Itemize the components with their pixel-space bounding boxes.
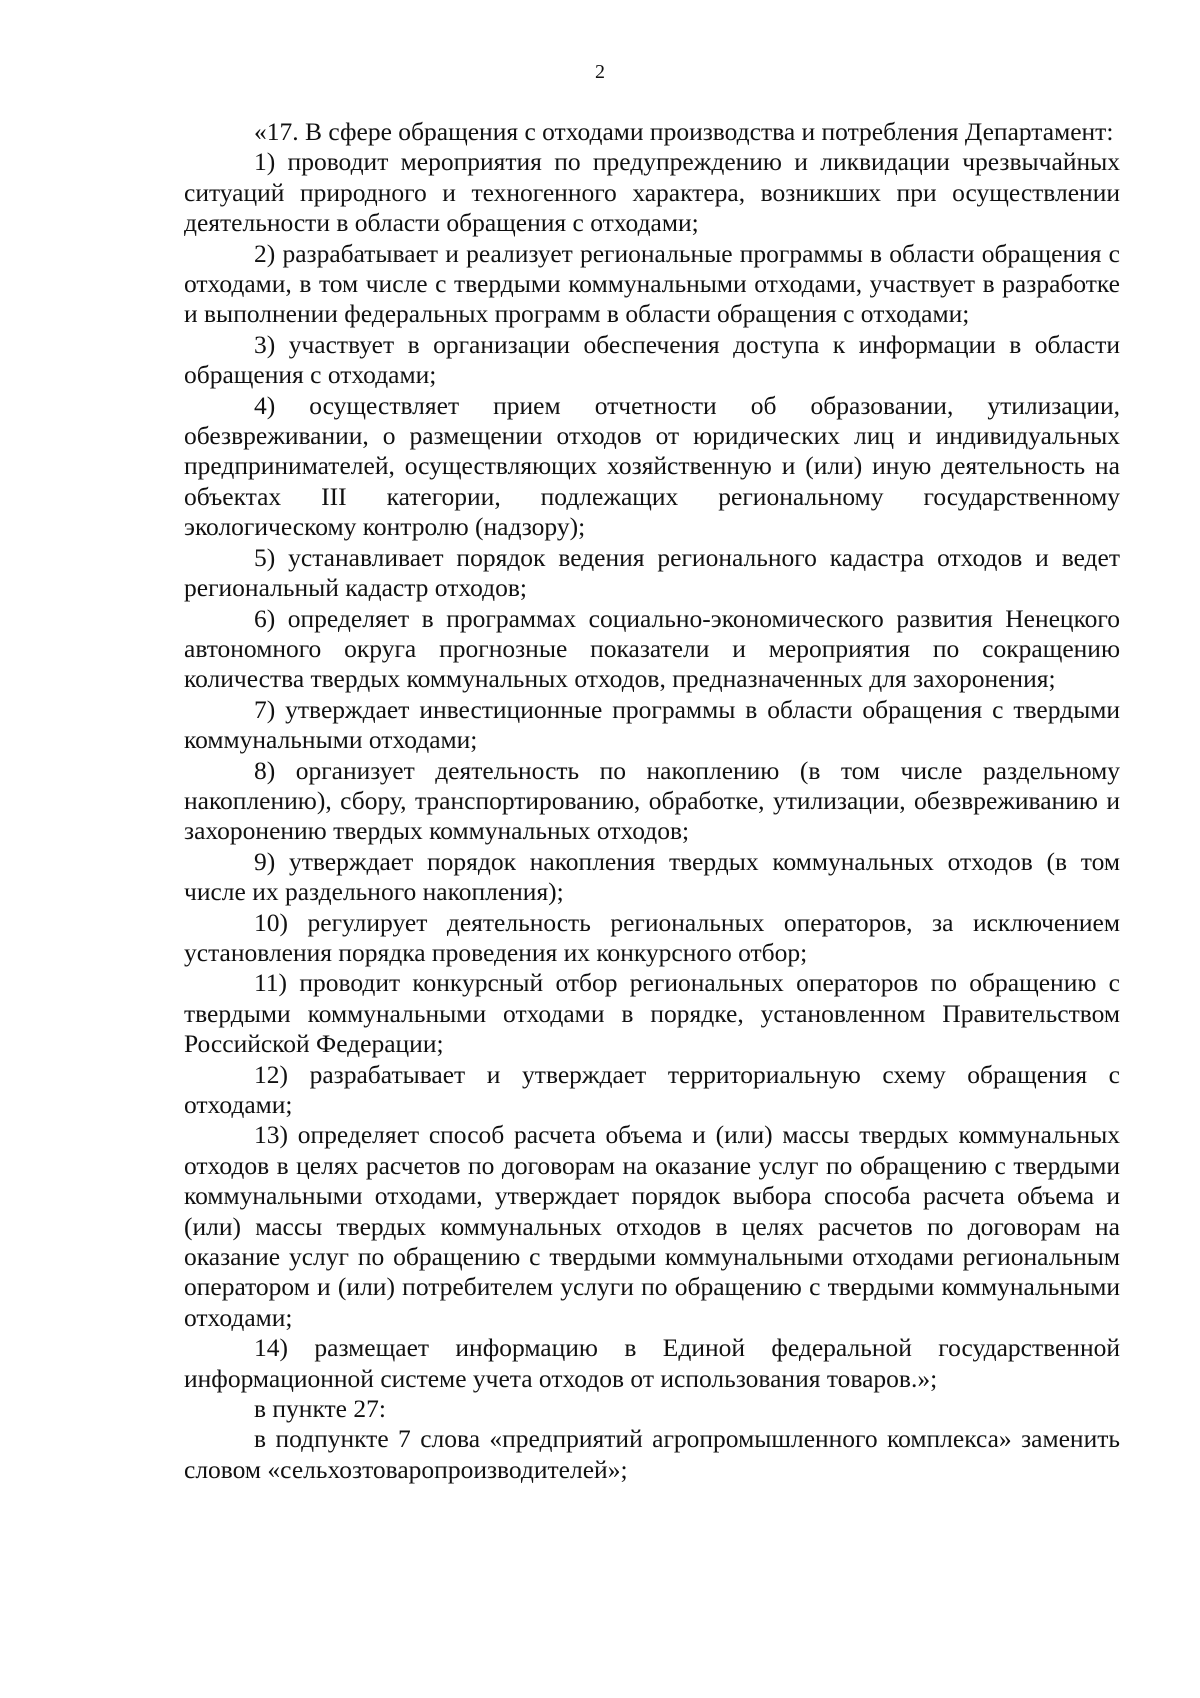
paragraph-intro: «17. В сфере обращения с отходами производства и потребления Департамент: [254, 117, 1114, 146]
paragraph-item-13: 13) определяет способ расчета объема и (или) массы твердых коммунальных отходов в целях расчетов по договорам на оказание услуг по обращению с твердыми коммунальными отходами, утверждает порядок выбора способа расчета объема и (или) массы твердых коммунальных отходов в целях расчетов по договорам на оказание услуг по обращению с твердыми коммунальными отходами региональным оператором и (или) потребителем услуги по обращению с твердыми коммунальными отходами; [184, 1120, 1120, 1332]
paragraph-item-4: 4) осуществляет прием отчетности об образовании, утилизации, обезвреживании, о размещении отходов от юридических лиц и индивидуальных предпринимателей, осуществляющих хозяйственную и (или) иную деятельность на объектах III категории, подлежащих региональному государственному экологическому контролю (надзору); [184, 390, 1120, 542]
paragraph-subclause-7: в подпункте 7 слова «предприятий агропромышленного комплекса» заменить словом «сельхозтоваропроизводителей»; [184, 1424, 1120, 1484]
paragraph-item-3: 3) участвует в организации обеспечения доступа к информации в области обращения с отходами; [184, 329, 1120, 390]
paragraph-item-9: 9) утверждает порядок накопления твердых коммунальных отходов (в том числе их раздельного накопления); [184, 846, 1120, 907]
paragraph-item-5: 5) устанавливает порядок ведения регионального кадастра отходов и ведет региональный кадастр отходов; [184, 542, 1120, 603]
paragraph-item-1: 1) проводит мероприятия по предупреждению и ликвидации чрезвычайных ситуаций природного и техногенного характера, возникших при осуществлении деятельности в области обращения с отходами; [184, 147, 1120, 238]
paragraph-item-14: 14) размещает информацию в Единой федеральной государственной информационной системе учета отходов от использования товаров.»; [184, 1333, 1120, 1393]
paragraph-item-11: 11) проводит конкурсный отбор региональных операторов по обращению с твердыми коммунальными отходами в порядке, установленном Правительством Российской Федерации; [184, 968, 1120, 1059]
document-body [184, 117, 1120, 1485]
paragraph-item-12: 12) разрабатывает и утверждает территориальную схему обращения с отходами; [184, 1059, 1120, 1119]
page-number: 2 [595, 61, 605, 83]
paragraph-item-8: 8) организует деятельность по накоплению (в том числе раздельному накоплению), сбору, транспортированию, обработке, утилизации, обезвреживанию и захоронению твердых коммунальных отходов; [184, 755, 1120, 846]
paragraph-item-6: 6) определяет в программах социально-экономического развития Ненецкого автономного округа прогнозные показатели и мероприятия по сокращению количества твердых коммунальных отходов, предназначенных для захоронения; [184, 603, 1120, 694]
paragraph-clause-27: в пункте 27: [254, 1394, 386, 1424]
paragraph-item-7: 7) утверждает инвестиционные программы в области обращения с твердыми коммунальными отходами; [184, 694, 1120, 755]
paragraph-item-10: 10) регулирует деятельность региональных операторов, за исключением установления порядка проведения их конкурсного отбор; [184, 907, 1120, 967]
paragraph-item-2: 2) разрабатывает и реализует региональные программы в области обращения с отходами, в том числе с твердыми коммунальными отходами, участвует в разработке и выполнении федеральных программ в области обращения с отходами; [184, 238, 1120, 329]
